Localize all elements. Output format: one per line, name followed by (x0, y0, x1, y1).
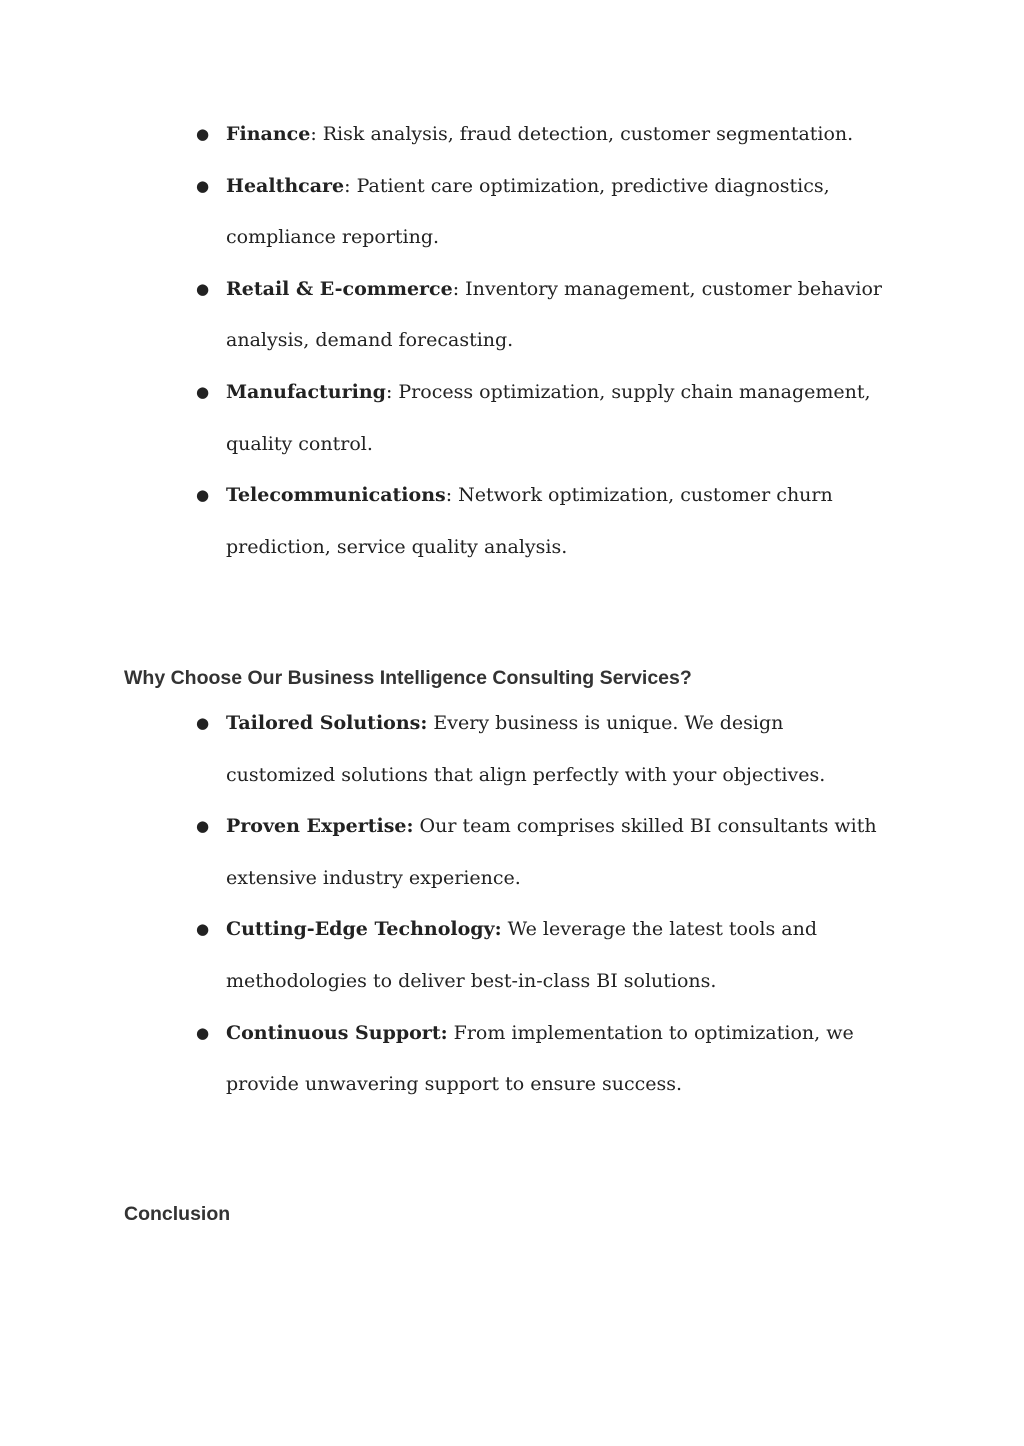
reason-description: From implementation to optimization, we provide unwavering support to ensure success. (226, 1021, 854, 1096)
reason-term: Tailored Solutions: (226, 712, 428, 734)
list-item (196, 161, 886, 264)
reason-description: Our team comprises skilled BI consultants with extensive industry experience. (226, 815, 877, 889)
reason-description: Every business is unique. We design customized solutions that align perfectly with your objectives. (226, 712, 826, 786)
list-item (196, 1008, 886, 1111)
industry-description: : Inventory management, customer behavior analysis, demand forecasting. (226, 277, 882, 352)
reason-term: Cutting-Edge Technology: (226, 918, 502, 941)
bullet-icon: ● (196, 382, 210, 401)
list-item (196, 109, 886, 161)
reason-term: Continuous Support: (226, 1021, 448, 1044)
bullet-icon: ● (196, 714, 210, 732)
reason-term: Proven Expertise: (226, 815, 414, 838)
list-item (196, 470, 886, 573)
section-heading-why-choose: Why Choose Our Business Intelligence Consulting Services? (124, 667, 692, 689)
industry-term: Retail & E-commerce (226, 277, 453, 300)
bullet-icon: ● (196, 279, 210, 298)
bullet-icon: ● (196, 920, 210, 939)
industry-description: : Risk analysis, fraud detection, customer segmentation. (310, 123, 854, 145)
industry-description: : Process optimization, supply chain management, quality control. (226, 380, 871, 455)
bullet-icon: ● (196, 125, 210, 143)
bullet-icon: ● (196, 1023, 210, 1042)
list-item (196, 801, 886, 904)
industry-term: Healthcare (226, 174, 345, 197)
reason-description: We leverage the latest tools and methodologies to deliver best-in-class BI solutions. (226, 918, 818, 992)
industry-list (196, 109, 886, 573)
bullet-icon: ● (196, 176, 210, 195)
industry-term: Manufacturing (226, 380, 386, 403)
bullet-icon: ● (196, 486, 210, 505)
section-heading-conclusion: Conclusion (124, 1203, 231, 1225)
list-item (196, 367, 886, 470)
industry-term: Telecommunications (226, 484, 446, 507)
list-item (196, 264, 886, 367)
list-item (196, 904, 886, 1007)
bullet-icon: ● (196, 817, 210, 836)
reasons-list (196, 698, 886, 1111)
industry-term: Finance (226, 123, 311, 145)
industry-description: : Patient care optimization, predictive diagnostics, compliance reporting. (226, 174, 830, 249)
list-item (196, 698, 886, 801)
industry-description: : Network optimization, customer churn prediction, service quality analysis. (226, 484, 833, 558)
